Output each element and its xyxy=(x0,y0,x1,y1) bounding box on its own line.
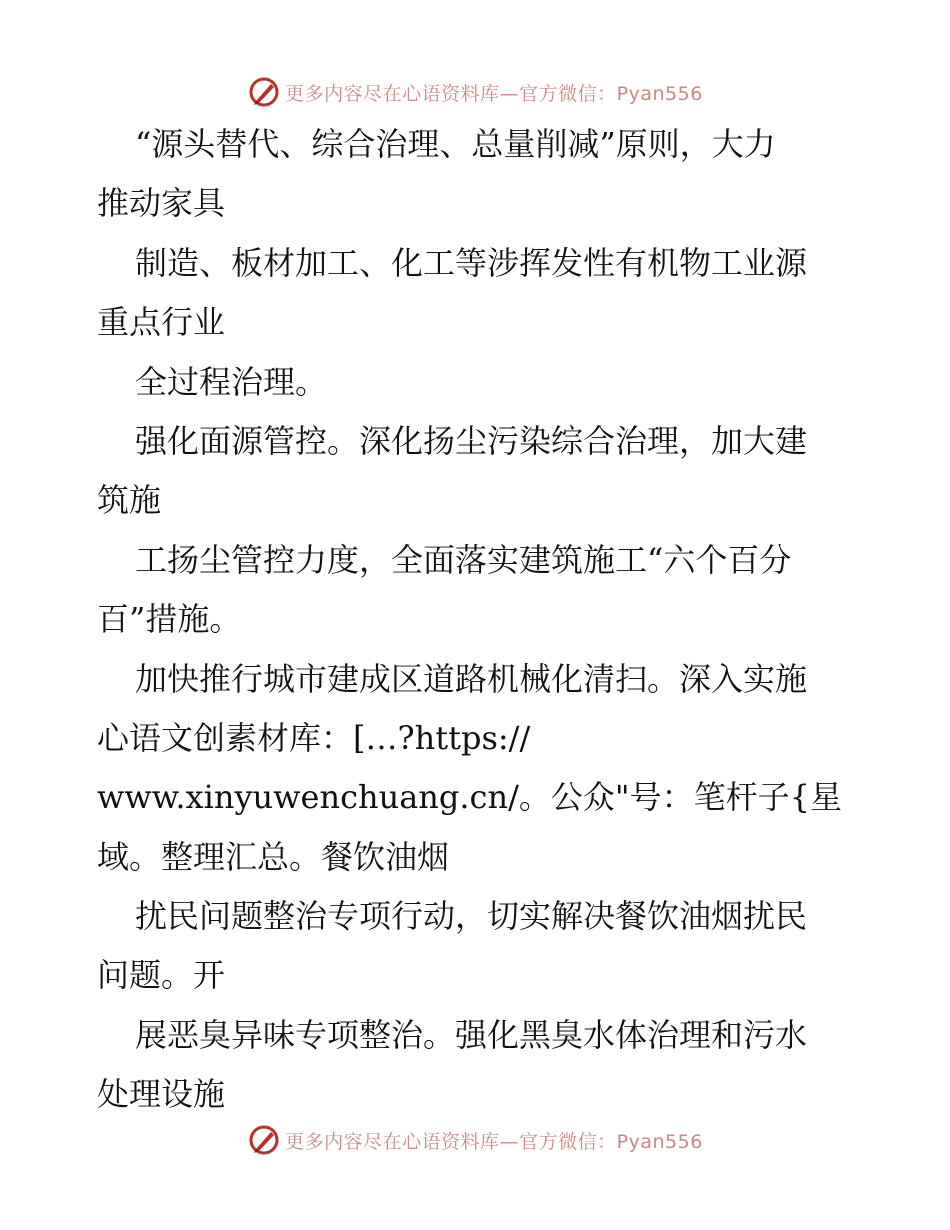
text-line: 心语文创素材库：[…?https:// xyxy=(97,718,531,757)
text-line: 加快推行城市建成区道路机械化清扫。深入实施 xyxy=(135,659,808,698)
text-line: 处理设施 xyxy=(97,1075,226,1114)
text-line: 工扬尘管控力度，全面落实建筑施工“六个百分 xyxy=(135,540,792,579)
footer-banner-text: 更多内容尽在心语资料库—官方微信：Pyan556 xyxy=(285,1130,703,1153)
pen-logo-icon xyxy=(247,75,281,109)
header-banner xyxy=(0,72,950,112)
text-line: 全过程治理。 xyxy=(135,362,328,401)
footer-banner xyxy=(0,1120,950,1160)
text-line: 推动家具 xyxy=(97,184,226,223)
document-body xyxy=(97,115,857,1125)
text-line: 重点行业 xyxy=(97,303,226,342)
pen-logo-icon xyxy=(247,1123,281,1157)
text-line: 筑施 xyxy=(97,481,162,520)
text-line: 扰民问题整治专项行动，切实解决餐饮油烟扰民 xyxy=(135,897,808,936)
text-line: 问题。开 xyxy=(97,956,226,995)
text-line: 域。整理汇总。餐饮油烟 xyxy=(97,837,450,876)
text-line: “源头替代、综合治理、总量削减”原则，大力 xyxy=(135,125,776,163)
header-banner-text: 更多内容尽在心语资料库—官方微信：Pyan556 xyxy=(285,82,703,105)
text-line: 展恶臭异味专项整治。强化黑臭水体治理和污水 xyxy=(135,1015,808,1054)
text-line: 制造、板材加工、化工等涉挥发性有机物工业源 xyxy=(135,243,808,282)
text-line: 百”措施。 xyxy=(97,600,242,639)
text-line: www.xinyuwenchuang.cn/。公众"号：笔杆子{星 xyxy=(97,778,842,817)
text-line: 强化面源管控。深化扬尘污染综合治理，加大建 xyxy=(135,421,808,460)
